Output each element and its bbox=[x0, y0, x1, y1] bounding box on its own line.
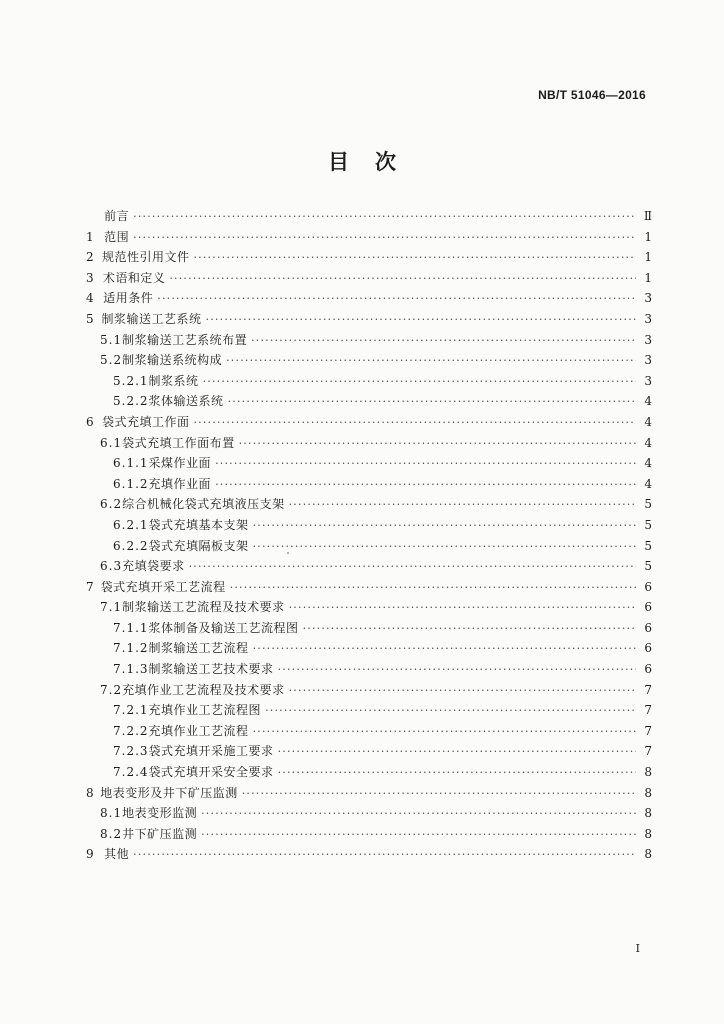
toc-list bbox=[86, 206, 652, 865]
dot-leader bbox=[289, 495, 636, 516]
toc-entry-title: 制浆输送系统构成 bbox=[122, 353, 223, 368]
toc-entry-title: 规范性引用文件 bbox=[101, 250, 190, 265]
toc-entry-title: 袋式充填隔板支架 bbox=[148, 538, 249, 553]
toc-entry-number: 6.2.1 bbox=[113, 517, 149, 532]
toc-entry-title: 浆体输送系统 bbox=[148, 394, 224, 409]
toc-entry-page: 6 bbox=[644, 600, 652, 615]
toc-entry-number: 1 bbox=[86, 229, 94, 244]
toc-entry-page: 1 bbox=[644, 270, 652, 285]
dot-leader bbox=[203, 372, 636, 393]
toc-entry-number: 6.2.2 bbox=[113, 538, 149, 553]
dot-leader bbox=[189, 557, 636, 578]
toc-entry-page: 8 bbox=[644, 785, 652, 800]
toc-entry bbox=[86, 206, 652, 227]
toc-entry bbox=[86, 597, 652, 618]
toc-entry-page: 3 bbox=[644, 373, 652, 388]
toc-entry-page: 6 bbox=[644, 579, 652, 594]
dot-leader bbox=[169, 269, 636, 290]
toc-entry bbox=[86, 700, 652, 721]
dot-leader bbox=[215, 475, 636, 496]
dot-leader bbox=[230, 578, 636, 599]
standard-number: NB/T 51046—2016 bbox=[538, 88, 646, 102]
dot-leader bbox=[193, 413, 636, 434]
toc-entry-page: 7 bbox=[644, 682, 652, 697]
dot-leader bbox=[278, 660, 636, 681]
toc-entry-page: 4 bbox=[644, 456, 652, 471]
toc-entry-number: 5.2.1 bbox=[113, 373, 149, 388]
toc-entry-number: 6 bbox=[86, 414, 94, 429]
toc-entry-title: 采煤作业面 bbox=[148, 456, 212, 471]
toc-entry bbox=[86, 803, 652, 824]
dot-leader bbox=[228, 392, 636, 413]
dot-leader bbox=[278, 742, 636, 763]
toc-entry-title: 充填作业面 bbox=[148, 476, 212, 491]
toc-entry-page: 1 bbox=[644, 250, 652, 265]
toc-entry bbox=[86, 638, 652, 659]
toc-entry-page: 7 bbox=[644, 744, 652, 759]
toc-entry-page: 6 bbox=[644, 641, 652, 656]
toc-entry-number: 5.2 bbox=[100, 353, 123, 368]
toc-entry-page: 8 bbox=[644, 847, 652, 862]
dot-leader bbox=[193, 248, 636, 269]
toc-entry-title: 充填作业工艺流程及技术要求 bbox=[122, 682, 285, 697]
toc-entry bbox=[86, 659, 652, 680]
toc-entry bbox=[86, 330, 652, 351]
dot-leader bbox=[206, 310, 636, 331]
dot-leader bbox=[253, 516, 636, 537]
dot-leader bbox=[239, 434, 636, 455]
toc-entry-title: 制浆输送工艺流程及技术要求 bbox=[122, 600, 285, 615]
toc-entry bbox=[86, 494, 652, 515]
toc-entry bbox=[86, 762, 652, 783]
dot-leader bbox=[201, 825, 636, 846]
scan-speck bbox=[287, 552, 289, 554]
toc-entry bbox=[86, 453, 652, 474]
toc-entry-number: 5.1 bbox=[100, 332, 123, 347]
dot-leader bbox=[157, 289, 636, 310]
toc-entry-title: 浆体制备及输送工艺流程图 bbox=[148, 620, 299, 635]
toc-entry bbox=[86, 474, 652, 495]
dot-leader bbox=[201, 804, 636, 825]
toc-entry bbox=[86, 536, 652, 557]
toc-entry-title: 袋式充填工作面布置 bbox=[122, 435, 235, 450]
toc-entry-title: 制浆输送工艺流程 bbox=[148, 641, 249, 656]
toc-entry-number: 9 bbox=[86, 847, 94, 862]
dot-leader bbox=[253, 722, 636, 743]
toc-entry-title: 制浆输送工艺系统 bbox=[101, 311, 202, 326]
toc-entry-page: 3 bbox=[644, 311, 652, 326]
toc-entry-title: 充填作业工艺流程 bbox=[148, 723, 249, 738]
toc-entry-page: 5 bbox=[644, 497, 652, 512]
dot-leader bbox=[133, 845, 636, 866]
toc-entry-number: 4 bbox=[86, 291, 94, 306]
toc-entry bbox=[86, 741, 652, 762]
toc-entry-number: 6.1.2 bbox=[113, 476, 149, 491]
toc-entry bbox=[86, 433, 652, 454]
toc-entry bbox=[86, 412, 652, 433]
toc-entry-page: 8 bbox=[644, 826, 652, 841]
toc-entry-number: 5 bbox=[86, 311, 94, 326]
toc-entry bbox=[86, 247, 652, 268]
toc-entry bbox=[86, 783, 652, 804]
toc-entry-title: 适用条件 bbox=[103, 291, 154, 306]
toc-entry-number: 7.1.1 bbox=[113, 620, 149, 635]
dot-leader bbox=[265, 701, 636, 722]
toc-entry bbox=[86, 288, 652, 309]
toc-entry-number: 7.2.2 bbox=[113, 723, 149, 738]
toc-title: 目次 bbox=[328, 149, 422, 174]
toc-entry-number: 7.2.3 bbox=[113, 744, 149, 759]
toc-entry bbox=[86, 391, 652, 412]
toc-entry-number: 3 bbox=[86, 270, 94, 285]
toc-entry bbox=[86, 721, 652, 742]
toc-entry-page: 6 bbox=[644, 620, 652, 635]
toc-entry-number: 7.2.1 bbox=[113, 703, 149, 718]
toc-entry-title: 充填作业工艺流程图 bbox=[148, 703, 262, 718]
toc-entry-page: Ⅱ bbox=[643, 209, 652, 223]
toc-entry-title: 制浆输送工艺系统布置 bbox=[122, 332, 248, 347]
toc-entry-page: 7 bbox=[644, 703, 652, 718]
toc-entry-page: 4 bbox=[644, 394, 652, 409]
toc-entry-title: 综合机械化袋式充填液压支架 bbox=[122, 497, 285, 512]
toc-entry bbox=[86, 350, 652, 371]
toc-entry-title: 其他 bbox=[104, 847, 130, 862]
toc-entry bbox=[86, 577, 652, 598]
dot-leader bbox=[133, 207, 636, 228]
toc-entry bbox=[86, 556, 652, 577]
toc-entry-page: 3 bbox=[644, 353, 652, 368]
toc-entry-page: 8 bbox=[644, 765, 652, 780]
toc-entry-title: 前言 bbox=[104, 209, 130, 223]
toc-entry bbox=[86, 515, 652, 536]
toc-entry-title: 袋式充填工作面 bbox=[101, 414, 190, 429]
toc-entry-number: 7.1 bbox=[100, 600, 123, 615]
dot-leader bbox=[242, 784, 636, 805]
toc-entry-title: 井下矿压监测 bbox=[122, 826, 198, 841]
dot-leader bbox=[253, 639, 636, 660]
toc-entry-title: 袋式充填开采施工要求 bbox=[148, 744, 274, 759]
toc-entry bbox=[86, 824, 652, 845]
dot-leader bbox=[251, 331, 636, 352]
toc-entry-page: 3 bbox=[644, 291, 652, 306]
toc-entry-page: 4 bbox=[644, 435, 652, 450]
dot-leader bbox=[253, 537, 636, 558]
toc-entry-number: 8.1 bbox=[100, 806, 123, 821]
dot-leader bbox=[215, 454, 636, 475]
toc-entry-page: 5 bbox=[644, 517, 652, 532]
toc-entry-number: 7.1.3 bbox=[113, 662, 149, 677]
dot-leader bbox=[278, 763, 636, 784]
toc-entry-title: 充填袋要求 bbox=[122, 559, 185, 574]
toc-entry-number: 2 bbox=[86, 250, 94, 265]
toc-entry-page: 6 bbox=[644, 662, 652, 677]
toc-entry-number: 8 bbox=[86, 785, 94, 800]
toc-entry-title: 袋式充填开采安全要求 bbox=[148, 765, 274, 780]
dot-leader bbox=[133, 228, 636, 249]
toc-entry-number: 6.3 bbox=[100, 559, 123, 574]
toc-entry-title: 地表变形及井下矿压监测 bbox=[100, 785, 238, 800]
toc-entry-number: 7.1.2 bbox=[113, 641, 149, 656]
toc-entry-title: 术语和定义 bbox=[102, 270, 166, 285]
dot-leader bbox=[226, 351, 636, 372]
dot-leader bbox=[289, 598, 636, 619]
toc-entry-title: 制浆系统 bbox=[148, 373, 199, 388]
toc-entry-page: 4 bbox=[644, 414, 652, 429]
toc-entry-page: 8 bbox=[644, 806, 652, 821]
toc-entry-page: 7 bbox=[644, 723, 652, 738]
toc-entry-title: 制浆输送工艺技术要求 bbox=[148, 662, 274, 677]
toc-entry-page: 3 bbox=[644, 332, 652, 347]
toc-entry bbox=[86, 227, 652, 248]
toc-entry bbox=[86, 618, 652, 639]
toc-entry-page: 5 bbox=[644, 538, 652, 553]
toc-entry-page: 1 bbox=[644, 229, 652, 244]
toc-entry-number: 6.2 bbox=[100, 497, 123, 512]
toc-entry-title: 地表变形监测 bbox=[122, 806, 198, 821]
toc-entry bbox=[86, 309, 652, 330]
toc-entry-number: 6.1.1 bbox=[113, 456, 149, 471]
dot-leader bbox=[289, 681, 636, 702]
page-number: I bbox=[635, 942, 640, 955]
dot-leader bbox=[303, 619, 636, 640]
toc-entry-number: 6.1 bbox=[100, 435, 123, 450]
toc-entry-page: 4 bbox=[644, 476, 652, 491]
toc-entry-title: 袋式充填开采工艺流程 bbox=[100, 579, 226, 594]
toc-entry-number: 7 bbox=[86, 579, 94, 594]
toc-entry-page: 5 bbox=[644, 559, 652, 574]
toc-entry bbox=[86, 371, 652, 392]
toc-entry-title: 袋式充填基本支架 bbox=[148, 517, 249, 532]
toc-entry-number: 8.2 bbox=[100, 826, 123, 841]
toc-entry bbox=[86, 844, 652, 865]
toc-entry bbox=[86, 680, 652, 701]
toc-entry-number: 7.2 bbox=[100, 682, 123, 697]
toc-entry-number: 7.2.4 bbox=[113, 765, 149, 780]
toc-entry-title: 范围 bbox=[104, 229, 130, 244]
toc-entry-number: 5.2.2 bbox=[113, 394, 149, 409]
toc-entry bbox=[86, 268, 652, 289]
